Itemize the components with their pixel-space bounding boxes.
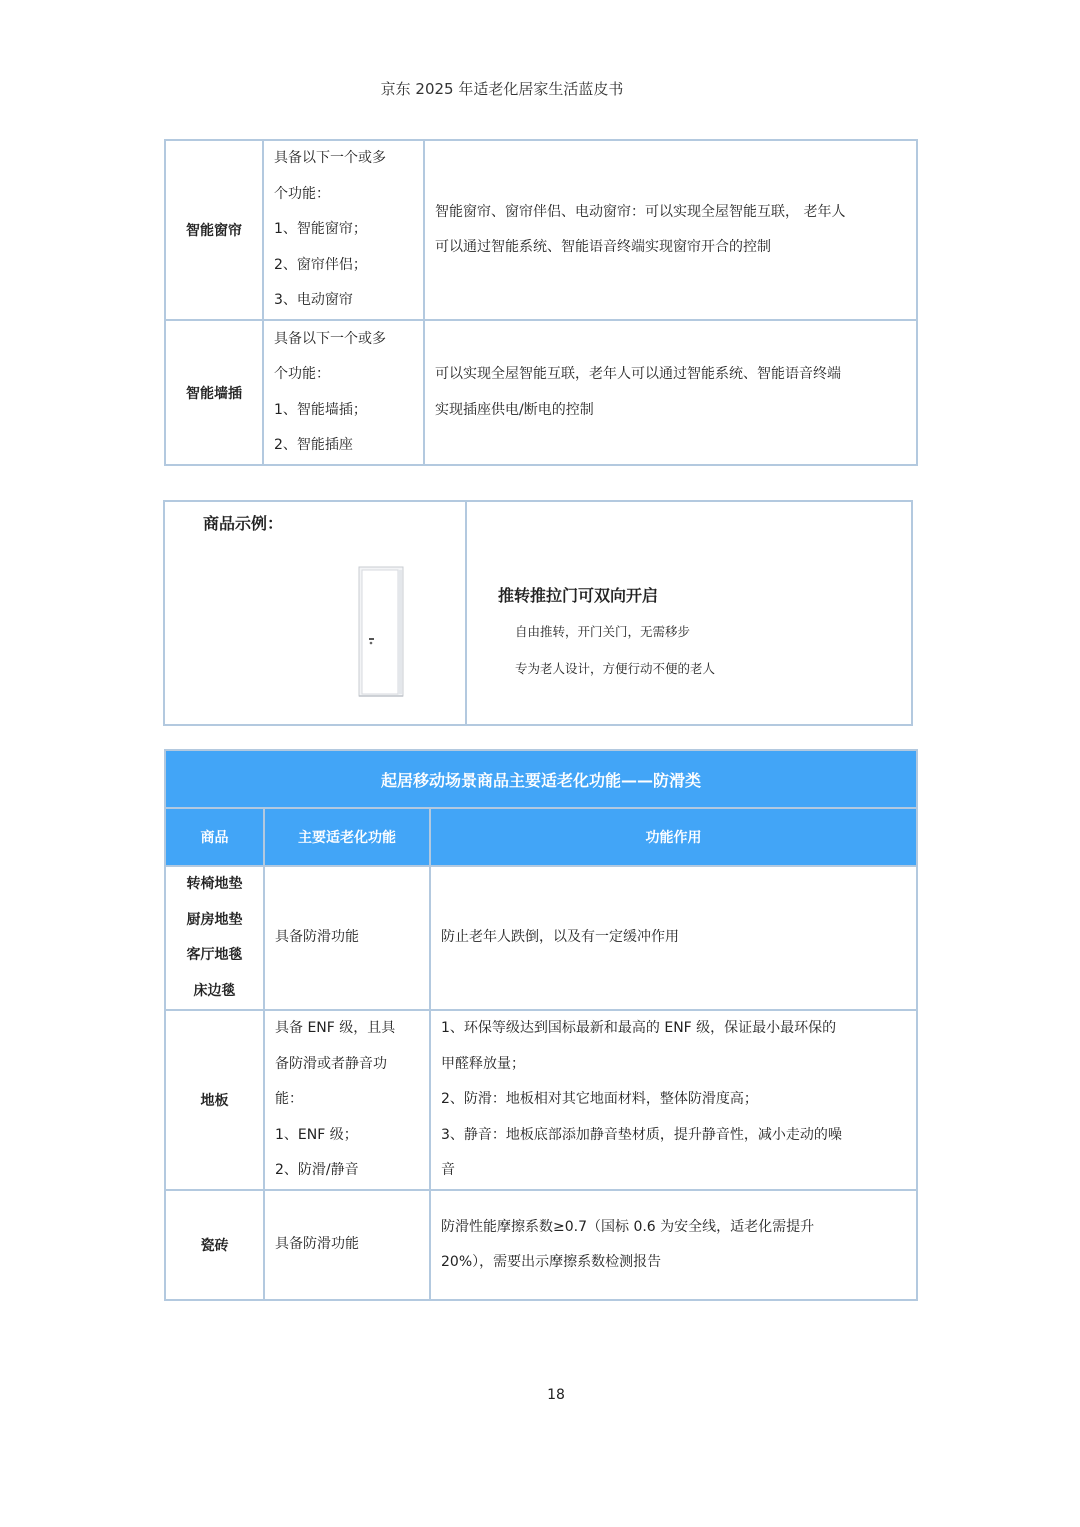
divider xyxy=(465,502,467,724)
page-header-title: 京东 2025 年适老化居家生活蓝皮书 xyxy=(380,80,624,98)
table-row xyxy=(165,1190,917,1300)
function-cell: 具备以下一个或多 个功能： 1、智能窗帘； 2、窗帘伴侣； 3、电动窗帘 xyxy=(263,140,424,320)
category-cell: 智能墙插 xyxy=(165,320,263,465)
function-cell: 具备 ENF 级，且具 备防滑或者静音功 能： 1、ENF 级； 2、防滑/静音 xyxy=(264,1010,430,1190)
table-title: 起居移动场景商品主要适老化功能——防滑类 xyxy=(165,750,917,808)
table-row xyxy=(165,1010,917,1190)
column-header-product: 商品 xyxy=(165,808,264,866)
category-cell: 智能窗帘 xyxy=(165,140,263,320)
product-example-label: 商品示例： xyxy=(203,514,284,533)
effect-cell: 1、环保等级达到国标最新和最高的 ENF 级，保证最小最环保的 甲醛释放量； 2、防滑：地板相对其它地面材料，整体防滑度高； 3、静音：地板底部添加静音垫材质，提升静音性，减小走动的噪 音 xyxy=(430,1010,917,1190)
table-row xyxy=(165,320,917,465)
product-cell: 瓷砖 xyxy=(165,1190,264,1300)
table-header-row xyxy=(165,808,917,866)
description-cell: 智能窗帘、窗帘伴侣、电动窗帘：可以实现全屋智能互联， 老年人 可以通过智能系统、智能语音终端实现窗帘开合的控制 xyxy=(424,140,917,320)
product-example-box xyxy=(163,500,913,726)
column-header-effect: 功能作用 xyxy=(430,808,917,866)
description-cell: 可以实现全屋智能互联，老年人可以通过智能系统、智能语音终端 实现插座供电/断电的控制 xyxy=(424,320,917,465)
product-feature: 专为老人设计，方便行动不便的老人 xyxy=(515,661,716,676)
smart-home-function-table xyxy=(164,139,918,466)
effect-cell: 防止老年人跌倒，以及有一定缓冲作用 xyxy=(430,866,917,1010)
effect-cell: 防滑性能摩擦系数≥0.7（国标 0.6 为安全线，适老化需提升 20%），需要出示摩擦系数检测报告 xyxy=(430,1190,917,1300)
function-cell: 具备以下一个或多 个功能： 1、智能墙插； 2、智能插座 xyxy=(263,320,424,465)
function-cell: 具备防滑功能 xyxy=(264,866,430,1010)
product-cell: 转椅地垫 厨房地垫 客厅地毯 床边毯 xyxy=(165,866,264,1010)
door-icon xyxy=(358,565,404,698)
anti-slip-function-table xyxy=(164,749,918,1301)
function-cell: 具备防滑功能 xyxy=(264,1190,430,1300)
table-row xyxy=(165,140,917,320)
product-cell: 地板 xyxy=(165,1010,264,1190)
table-row xyxy=(165,866,917,1010)
product-feature: 自由推转，开门关门，无需移步 xyxy=(515,624,691,639)
table-title-row xyxy=(165,750,917,808)
page-number: 18 xyxy=(547,1387,565,1403)
product-name: 推转推拉门可双向开启 xyxy=(498,586,659,605)
column-header-function: 主要适老化功能 xyxy=(264,808,430,866)
